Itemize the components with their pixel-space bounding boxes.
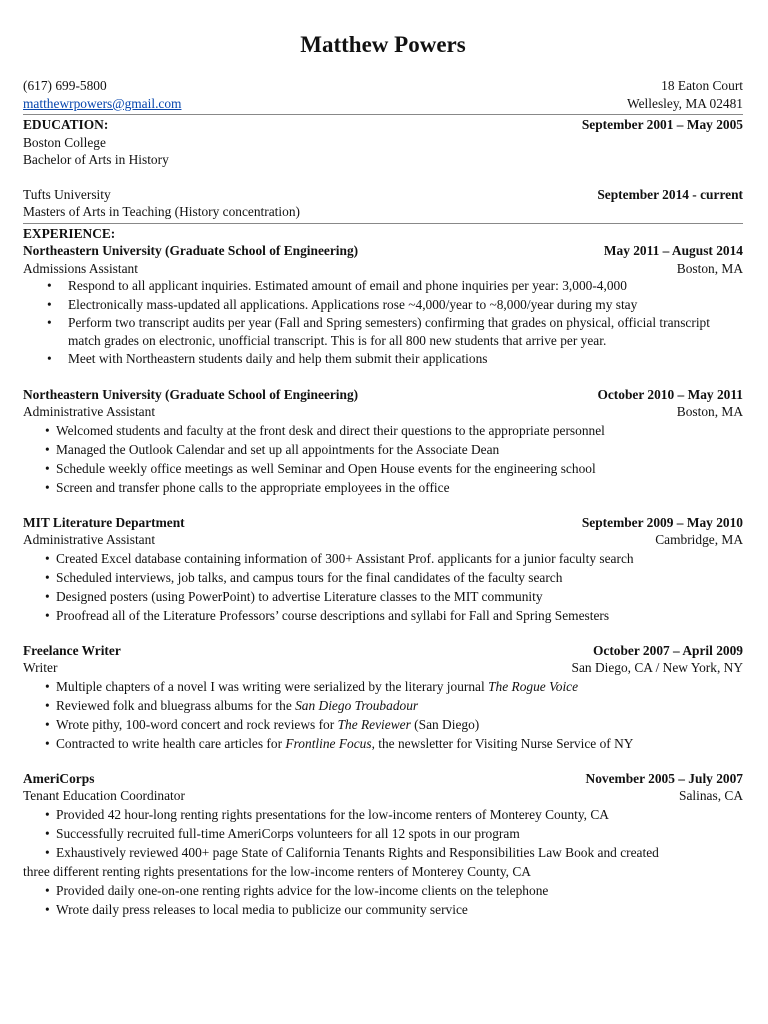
list-item: • Perform two transcript audits per year (Fall and Spring semesters) confirming that grades on physical, official transcript match grades on electronic, unofficial transcript. This is for all 800 new students that arrive per year. bbox=[47, 314, 743, 349]
job-dates: May 2011 – August 2014 bbox=[603, 243, 743, 258]
job-subheader bbox=[23, 531, 743, 549]
list-item: • Reviewed folk and bluegrass albums for the San Diego Troubadour bbox=[45, 697, 419, 713]
education-dates: September 2014 - current bbox=[597, 186, 743, 202]
divider bbox=[23, 223, 743, 224]
job-org: MIT Literature Department bbox=[23, 514, 185, 530]
education-header-row bbox=[23, 116, 743, 134]
education-dates: September 2001 – May 2005 bbox=[581, 117, 743, 132]
experience-heading-row bbox=[23, 225, 743, 243]
job-title: Administrative Assistant bbox=[23, 404, 156, 419]
job-dates: October 2007 – April 2009 bbox=[592, 642, 743, 658]
job-dates: September 2009 – May 2010 bbox=[581, 514, 743, 530]
list-item: • Proofread all of the Literature Professors’ course descriptions and syllabi for Fall and Spring Semesters bbox=[45, 607, 610, 623]
job-header bbox=[23, 642, 743, 660]
degree-name: Bachelor of Arts in History bbox=[23, 152, 169, 167]
job-bullets bbox=[23, 277, 743, 368]
list-item: • Provided daily one-on-one renting rights advice for the low-income clients on the telephone bbox=[45, 882, 549, 898]
email-link[interactable]: matthewrpowers@gmail.com bbox=[23, 95, 182, 111]
list-item: • Electronically mass-updated all applications. Applications rose ~4,000/year to ~8,000/year during my stay bbox=[47, 296, 743, 314]
list-item: • Screen and transfer phone calls to the appropriate employees in the office bbox=[45, 479, 450, 495]
job-subheader bbox=[23, 659, 743, 677]
list-item: • Meet with Northeastern students daily and help them submit their applications bbox=[47, 350, 743, 368]
job-location: Boston, MA bbox=[676, 260, 743, 276]
list-item: • Multiple chapters of a novel I was writing were serialized by the literary journal The Rogue Voice bbox=[45, 678, 579, 694]
experience-heading: EXPERIENCE: bbox=[23, 225, 116, 241]
divider bbox=[23, 114, 743, 115]
job-header bbox=[23, 242, 743, 260]
job-bullets bbox=[23, 677, 743, 753]
job-title: Admissions Assistant bbox=[23, 260, 138, 276]
job-location: Boston, MA bbox=[676, 404, 743, 419]
list-item: • Wrote pithy, 100-word concert and rock reviews for The Reviewer (San Diego) bbox=[45, 716, 480, 732]
job-header bbox=[23, 770, 743, 788]
job-header bbox=[23, 386, 743, 404]
job-bullets bbox=[23, 805, 743, 919]
street-address: 18 Eaton Court bbox=[661, 78, 743, 93]
education-degree bbox=[23, 151, 743, 169]
list-item: • Provided 42 hour-long renting rights presentations for the low-income renters of Monterey County, CA bbox=[45, 806, 609, 822]
resume-name: Matthew Powers bbox=[300, 32, 466, 57]
job-location: Salinas, CA bbox=[679, 788, 743, 803]
list-item: • Respond to all applicant inquiries. Estimated amount of email and phone inquiries per year: 3,000-4,000 bbox=[47, 277, 743, 295]
job-title: Administrative Assistant bbox=[23, 532, 156, 547]
education-degree-2 bbox=[23, 203, 743, 221]
resume-page bbox=[23, 30, 743, 919]
job-org: Freelance Writer bbox=[23, 642, 121, 658]
job-dates: November 2005 – July 2007 bbox=[585, 770, 743, 786]
job-subheader bbox=[23, 403, 743, 421]
job-header bbox=[23, 514, 743, 532]
list-item: • Successfully recruited full-time AmeriCorps volunteers for all 12 spots in our program bbox=[45, 825, 520, 841]
school-name: Tufts University bbox=[23, 186, 111, 202]
job-bullets bbox=[23, 549, 743, 625]
job-org: Northeastern University (Graduate School of Engineering) bbox=[23, 243, 359, 258]
degree-name: Masters of Arts in Teaching (History concentration) bbox=[23, 204, 300, 219]
job-subheader bbox=[23, 787, 743, 805]
list-item: • Schedule weekly office meetings as well Seminar and Open House events for the engineering school bbox=[45, 460, 596, 476]
school-name: Boston College bbox=[23, 134, 106, 150]
list-item: • Designed posters (using PowerPoint) to advertise Literature classes to the MIT community bbox=[45, 588, 543, 604]
phone-number: (617) 699-5800 bbox=[23, 78, 107, 93]
list-item: • Exhaustively reviewed 400+ page State of California Tenants Rights and Responsibilities Law Book and created three different renting rights presentations for the low-income renters of Monterey County, CA bbox=[23, 844, 659, 879]
job-location: Cambridge, MA bbox=[655, 532, 743, 547]
list-item: • Wrote daily press releases to local media to publicize our community service bbox=[45, 901, 468, 917]
list-item: • Welcomed students and faculty at the front desk and direct their questions to the appropriate personnel bbox=[45, 422, 605, 438]
job-location: San Diego, CA / New York, NY bbox=[571, 660, 743, 675]
contact-row-1 bbox=[23, 77, 743, 95]
list-item: • Contracted to write health care articles for Frontline Focus, the newsletter for Visiting Nurse Service of NY bbox=[45, 735, 634, 751]
job-org: Northeastern University (Graduate School of Engineering) bbox=[23, 386, 359, 402]
contact-row-2 bbox=[23, 95, 743, 113]
list-item: • Created Excel database containing information of 300+ Assistant Prof. applicants for a junior faculty search bbox=[45, 550, 634, 566]
city-address: Wellesley, MA 02481 bbox=[627, 95, 743, 111]
job-dates: October 2010 – May 2011 bbox=[597, 386, 743, 402]
list-item: • Scheduled interviews, job talks, and campus tours for the final candidates of the faculty search bbox=[45, 569, 563, 585]
job-bullets bbox=[23, 421, 743, 497]
job-subheader bbox=[23, 260, 743, 278]
job-title: Writer bbox=[23, 660, 58, 675]
list-item: • Managed the Outlook Calendar and set up all appointments for the Associate Dean bbox=[45, 441, 500, 457]
education-heading: EDUCATION: bbox=[23, 117, 109, 132]
education-school-2-row bbox=[23, 186, 743, 204]
job-org: AmeriCorps bbox=[23, 770, 95, 786]
education-school bbox=[23, 134, 743, 152]
job-title: Tenant Education Coordinator bbox=[23, 788, 185, 803]
